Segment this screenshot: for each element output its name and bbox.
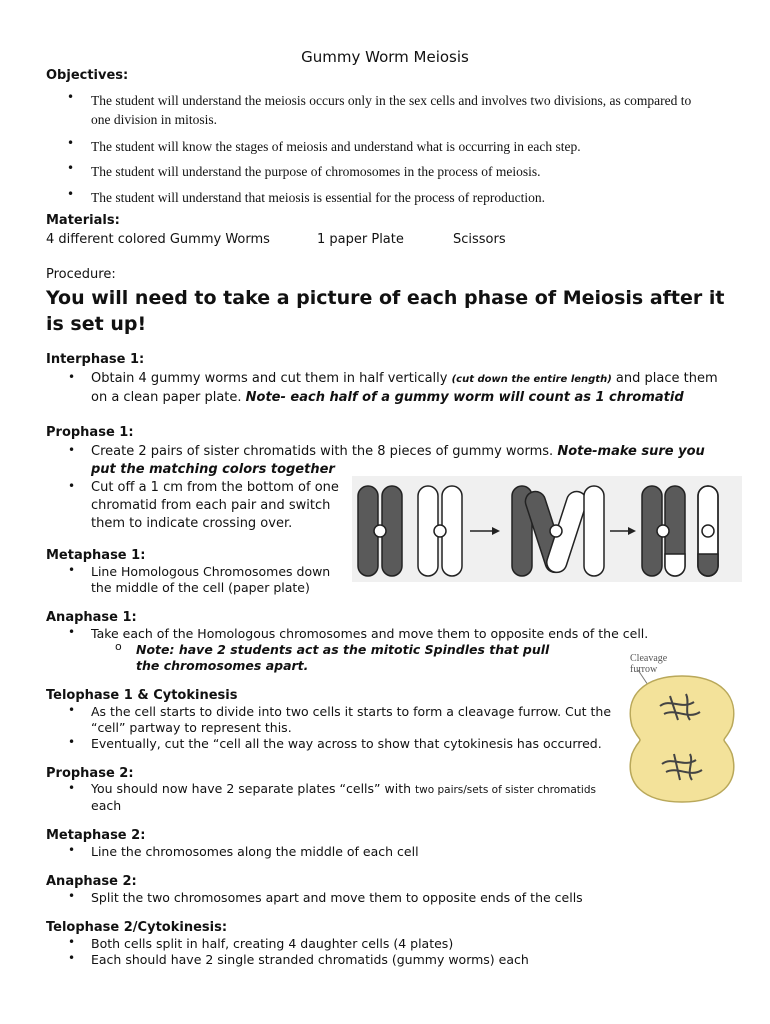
metaphase2-heading: Metaphase 2:: [46, 828, 146, 843]
anaphase2-item: Split the two chromosomes apart and move them to opposite ends of the cells: [91, 890, 583, 905]
dividing-cell: [630, 676, 733, 802]
bullet-icon: •: [67, 90, 75, 104]
procedure-instruction: You will need to take a picture of each phase of Meiosis after it is set up!: [46, 287, 725, 335]
telophase2-item: Both cells split in half, creating 4 daughter cells (4 plates): [91, 936, 454, 951]
page-title: Gummy Worm Meiosis: [301, 48, 469, 66]
recombined-pair-light: [698, 486, 722, 576]
anaphase1-heading: Anaphase 1:: [46, 610, 137, 625]
metaphase2-item: Line the chromosomes along the middle of each cell: [91, 844, 419, 859]
material-item: 4 different colored Gummy Worms: [46, 232, 270, 247]
material-item: Scissors: [453, 232, 506, 247]
objectives-heading: Objectives:: [46, 68, 129, 83]
prophase2-item: You should now have 2 separate plates “cells” with two pairs/sets of sister chromatids each: [91, 781, 596, 813]
prophase1-heading: Prophase 1:: [46, 425, 134, 440]
telophase1-item: As the cell starts to divide into two cells it starts to form a cleavage furrow. Cut the “cell” partway to represent this.: [91, 704, 612, 735]
anaphase1-item: Take each of the Homologous chromosomes and move them to opposite ends of the cell.: [91, 626, 649, 641]
circle-bullet-icon: o: [115, 640, 122, 653]
bullet-icon: •: [67, 161, 75, 175]
bullet-icon: •: [68, 370, 76, 384]
bullet-icon: •: [68, 479, 76, 493]
telophase2-heading: Telophase 2/Cytokinesis:: [46, 920, 228, 935]
interphase1-text: Obtain 4 gummy worms and cut them in half vertically (cut down the entire length) and place them on a clean paper plate. Note- each half of a gummy worm will count as 1 chromatid: [91, 371, 718, 405]
bullet-icon: •: [68, 703, 76, 717]
cleavage-furrow-diagram: [620, 668, 745, 808]
bullet-icon: •: [68, 843, 76, 857]
bullet-icon: •: [68, 443, 76, 457]
procedure-heading: Procedure:: [46, 267, 116, 282]
bullet-icon: •: [67, 187, 75, 201]
prophase1-item: Create 2 pairs of sister chromatids with the 8 pieces of gummy worms. Note-make sure you put the matching colors together: [91, 444, 705, 477]
bullet-icon: •: [68, 735, 76, 749]
telophase1-item: Eventually, cut the “cell all the way across to show that cytokinesis has occurred.: [91, 736, 602, 751]
bullet-icon: •: [68, 951, 76, 965]
objective-item: The student will understand that meiosis is essential for the process of reproduction.: [91, 190, 546, 205]
cleavage-label: Cleavage furrow: [630, 653, 668, 675]
bullet-icon: •: [68, 889, 76, 903]
objective-item: The student will understand the meiosis occurs only in the sex cells and involves two divisions, as compared to one division in mitosis.: [91, 93, 692, 127]
prophase2-heading: Prophase 2:: [46, 766, 134, 781]
anaphase2-heading: Anaphase 2:: [46, 874, 137, 889]
bullet-icon: •: [68, 781, 76, 795]
interphase1-heading: Interphase 1:: [46, 352, 145, 367]
materials-heading: Materials:: [46, 213, 120, 228]
metaphase1-heading: Metaphase 1:: [46, 548, 146, 563]
bullet-icon: •: [67, 136, 75, 150]
bullet-icon: •: [68, 625, 76, 639]
objective-item: The student will know the stages of meiosis and understand what is occurring in each step.: [91, 139, 581, 154]
anaphase1-note: Note: have 2 students act as the mitotic Spindles that pull the chromosomes apart.: [136, 642, 550, 673]
prophase1-item: Cut off a 1 cm from the bottom of one chromatid from each pair and switch them to indicate crossing over.: [91, 480, 339, 531]
telophase2-item: Each should have 2 single stranded chromatids (gummy worms) each: [91, 952, 529, 967]
crossing-over-diagram: [352, 476, 742, 582]
metaphase1-item: Line Homologous Chromosomes down the middle of the cell (paper plate): [91, 564, 331, 595]
objective-item: The student will understand the purpose of chromosomes in the process of meiosis.: [91, 164, 541, 179]
material-item: 1 paper Plate: [317, 232, 404, 247]
telophase1-heading: Telophase 1 & Cytokinesis: [46, 688, 238, 703]
bullet-icon: •: [68, 563, 76, 577]
bullet-icon: •: [68, 935, 76, 949]
